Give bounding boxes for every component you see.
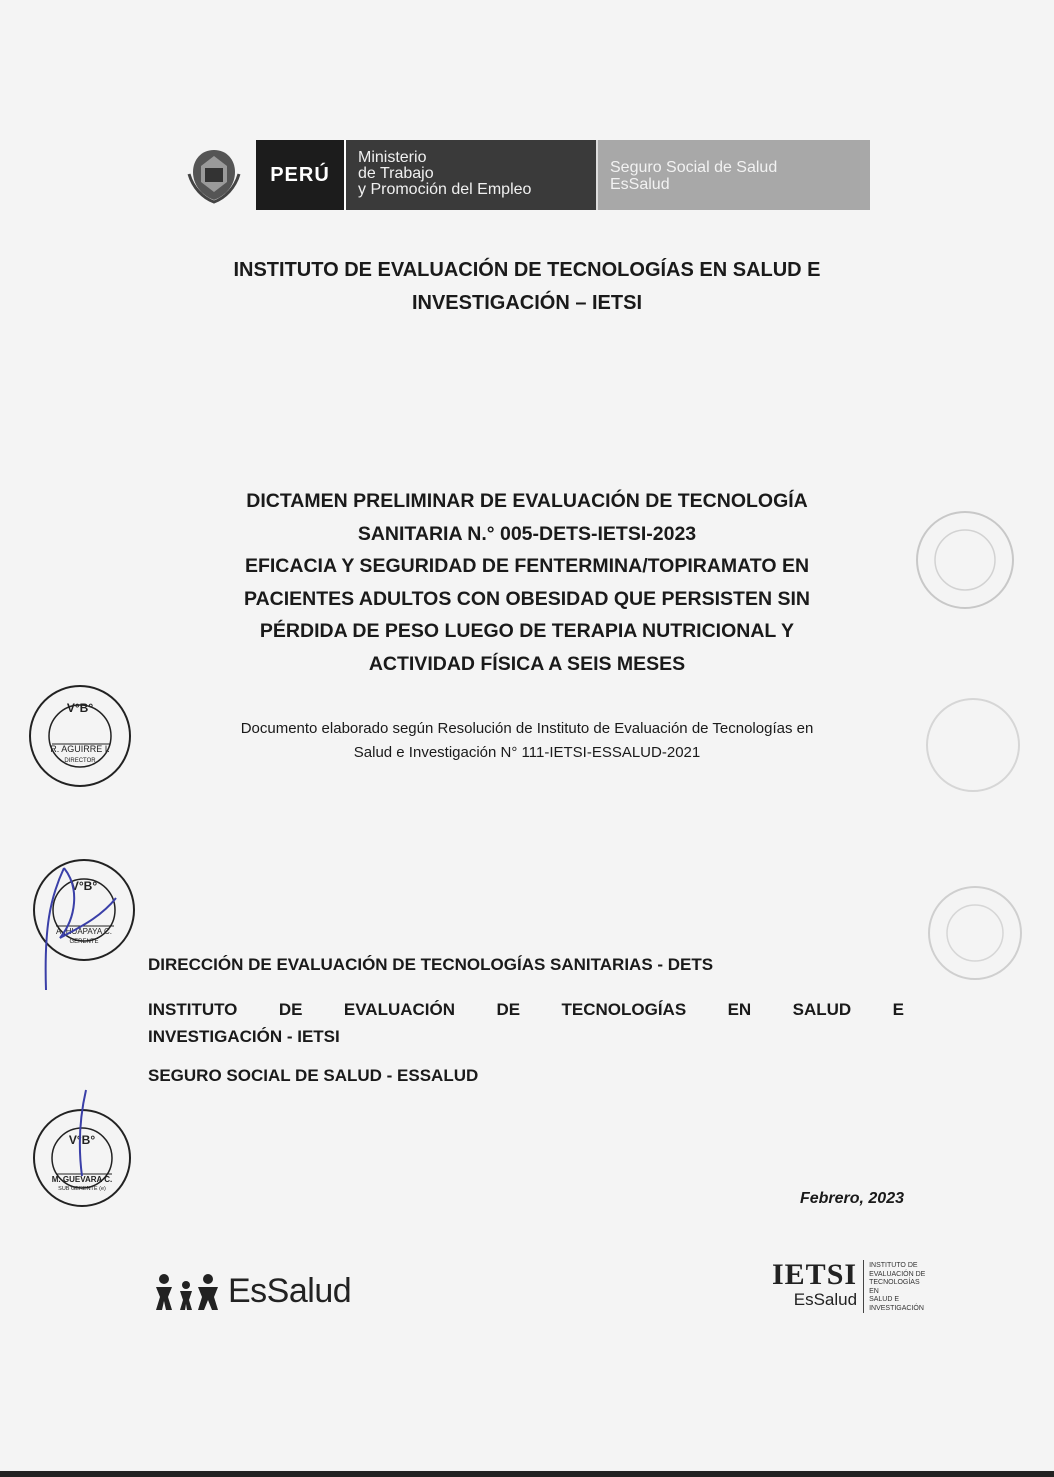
- agency-line-2: EsSalud: [610, 176, 670, 193]
- stamp-name: A. HUAPAYA C.: [55, 927, 113, 936]
- ministry-line-3: y Promoción del Empleo: [358, 181, 532, 198]
- stamp-role: DIRECTOR: [64, 758, 96, 764]
- ietsi-desc-line: INVESTIGACIÓN: [869, 1304, 924, 1312]
- approval-stamp-2: [20, 858, 148, 1003]
- word: EVALUACIÓN: [343, 1000, 456, 1019]
- agency-label: [598, 140, 870, 210]
- agency-line-1: Seguro Social de Salud: [610, 159, 778, 176]
- national-crest-icon: [172, 140, 256, 210]
- word: DE: [278, 1000, 303, 1019]
- document-note: [130, 717, 924, 765]
- institute-title-line-2: INVESTIGACIÓN – IETSI: [411, 292, 643, 314]
- dictamen-line-3: EFICACIA Y SEGURIDAD DE FENTERMINA/TOPIRAMATO EN: [244, 555, 810, 577]
- ietsi-desc-line: TECNOLOGÍAS EN: [869, 1279, 920, 1295]
- stamp-role: SUB GERENTE (e): [58, 1186, 106, 1192]
- word: TECNOLOGÍAS: [561, 1000, 687, 1019]
- approval-stamp-1: [20, 682, 142, 797]
- word: SALUD: [792, 1000, 852, 1019]
- ietsi-line-justified: [148, 996, 904, 1023]
- ietsi-line: [148, 996, 904, 1050]
- stamp-name: M. GUEVARA C.: [51, 1175, 113, 1184]
- ministry-line-2: de Trabajo: [358, 165, 434, 182]
- ietsi-desc-line: INSTITUTO DE: [869, 1262, 918, 1269]
- dictamen-line-1: DICTAMEN PRELIMINAR DE EVALUACIÓN DE TECNOLOGÍA: [246, 490, 808, 512]
- ministry-label: [346, 140, 598, 210]
- peru-label: PERÚ: [256, 140, 346, 210]
- ietsi-logo: [772, 1260, 931, 1313]
- ietsi-logo-text: IETSI: [772, 1258, 858, 1291]
- family-icon: [152, 1273, 224, 1311]
- ietsi-logo-mark: [772, 1260, 864, 1313]
- page-bottom-rule: [0, 1471, 1054, 1477]
- ietsi-line-2: INVESTIGACIÓN - IETSI: [148, 1027, 340, 1046]
- institute-title: [100, 254, 954, 320]
- faded-stamp-icon: [920, 878, 1030, 988]
- faded-stamp-icon: [910, 505, 1020, 615]
- ietsi-desc-line: SALUD E: [869, 1296, 900, 1303]
- ministry-line-1: Ministerio: [358, 149, 427, 166]
- essalud-logo-text: EsSalud: [228, 1272, 352, 1310]
- dictamen-line-2: SANITARIA N.° 005-DETS-IETSI-2023: [357, 522, 697, 545]
- institute-title-line-1: INSTITUTO DE EVALUACIÓN DE TECNOLOGÍAS EN SALUD E: [233, 259, 821, 281]
- essalud-line: SEGURO SOCIAL DE SALUD - ESSALUD: [148, 1066, 479, 1085]
- government-banner: [172, 140, 870, 210]
- stamp-vb: V°B°: [66, 701, 94, 715]
- ietsi-logo-subtext: EsSalud: [793, 1290, 858, 1309]
- faded-stamp-icon: [918, 690, 1028, 800]
- approval-stamp-3: [20, 1086, 148, 1221]
- stamp-role: GERENTE: [69, 939, 99, 945]
- dictamen-line-6: ACTIVIDAD FÍSICA A SEIS MESES: [368, 652, 686, 675]
- stamp-vb: V°B°: [70, 879, 98, 893]
- dictamen-title: [120, 485, 934, 680]
- document-note-line-2: Salud e Investigación N° 111-IETSI-ESSALUD-2021: [353, 744, 701, 761]
- dictamen-line-4: PACIENTES ADULTOS CON OBESIDAD QUE PERSISTEN SIN: [244, 587, 810, 610]
- stamp-name: R. AGUIRRE I.: [50, 744, 110, 754]
- document-note-line-1: Documento elaborado según Resolución de Instituto de Evaluación de Tecnologías en: [240, 720, 814, 737]
- document-date: Febrero, 2023: [799, 1190, 904, 1207]
- stamp-vb: V°B°: [68, 1133, 96, 1147]
- ietsi-desc-line: EVALUACIÓN DE: [869, 1270, 926, 1278]
- dets-line: DIRECCIÓN DE EVALUACIÓN DE TECNOLOGÍAS SANITARIAS - DETS: [148, 955, 714, 974]
- word: E: [892, 1000, 904, 1019]
- word: EN: [727, 1000, 752, 1019]
- essalud-logo: [152, 1272, 351, 1311]
- ietsi-logo-description: [864, 1260, 931, 1313]
- word: DE: [496, 1000, 521, 1019]
- dictamen-line-5: PÉRDIDA DE PESO LUEGO DE TERAPIA NUTRICIONAL Y: [259, 620, 795, 642]
- word: INSTITUTO: [148, 1000, 238, 1019]
